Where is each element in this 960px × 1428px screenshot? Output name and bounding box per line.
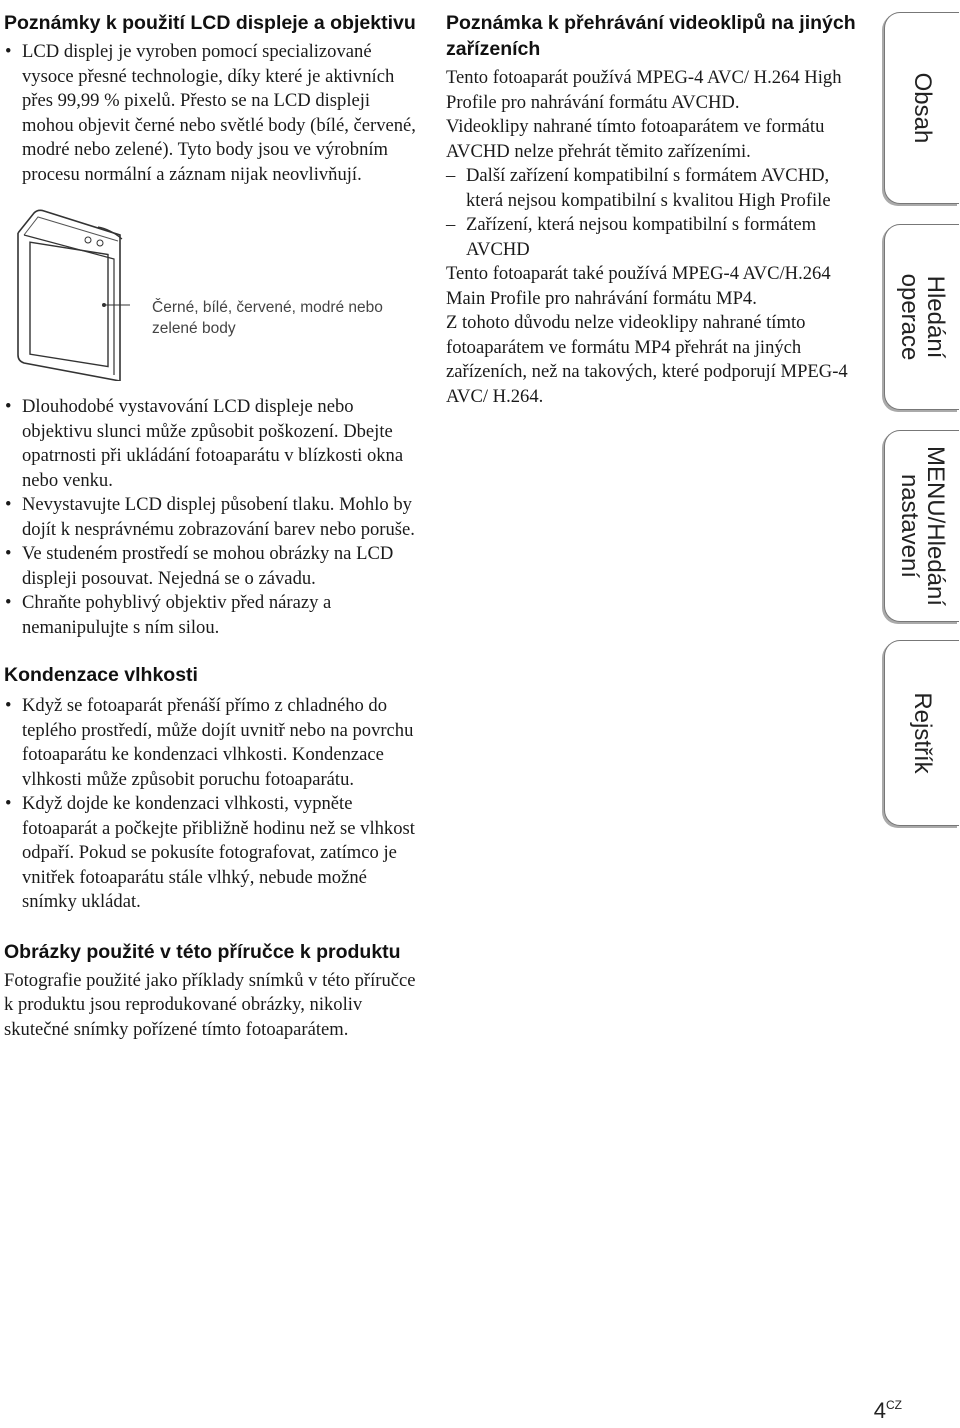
lcd-figure <box>4 205 416 381</box>
images-paragraph: Fotografie použité jako příklady snímků v této příručce k produktu jsou reprodukované obrázky, nikoliv skutečné snímky pořízené tímto fotoaparátem. <box>4 969 416 1040</box>
list-item: – Další zařízení kompatibilní s formátem AVCHD, která nejsou kompatibilní s kvalitou High Profile <box>446 164 866 213</box>
list-item: • Ve studeném prostředí se mohou obrázky na LCD displeji posouvat. Nejedná se o závadu. <box>4 542 416 591</box>
tab-hledani-operace[interactable] <box>884 224 959 410</box>
playback-paragraph-3: Tento fotoaparát také používá MPEG-4 AVC/H.264 Main Profile pro nahrávání formátu MP4. <box>446 263 831 309</box>
playback-heading: Poznámka k přehrávání videoklipů na jiných zařízeních <box>446 12 856 60</box>
middle-column <box>446 0 866 409</box>
tab-obsah-label: Obsah <box>909 72 936 144</box>
list-item: • Když se fotoaparát přenáší přímo z chladného do teplého prostředí, může dojít uvnitř nebo na povrchu fotoaparátu ke kondenzaci vlhkosti. Kondenzace vlhkosti může způsobit poruchu fotoaparátu. <box>4 694 416 792</box>
list-item: • Dlouhodobé vystavování LCD displeje nebo objektivu slunci může způsobit poškození. Dbejte opatrnosti při ukládání fotoaparátu v blízkosti okna nebo venku. <box>4 395 416 493</box>
lcd-notes-list <box>4 40 416 187</box>
condensation-heading: Kondenzace vlhkosti <box>4 664 198 686</box>
incompatible-devices-list <box>446 164 866 262</box>
tab-rejstrik-label: Rejstřík <box>909 692 936 774</box>
tab-menu-hledani-nastaveni-label: MENU/Hledání nastavení <box>896 445 949 607</box>
left-column <box>4 0 416 1042</box>
page-number: $4^{CZ}$ <box>873 1398 902 1423</box>
tab-obsah[interactable] <box>884 12 959 204</box>
lcd-notes-list-more <box>4 395 416 640</box>
list-item: • Když dojde ke kondenzaci vlhkosti, vypněte fotoaparát a počkejte přibližně hodinu než se vlhkost odpaří. Pokud se pokusíte fotografovat, zatímco je vnitřek fotoaparátu stále vlhký, nebude možné snímky ukládat. <box>4 792 416 915</box>
list-item: • LCD displej je vyroben pomocí specializované vysoce přesné technologie, díky které je aktivních přes 99,99 % pixelů. Přesto se na LCD displeji mohou objevit černé nebo světlé body (bílé, červené, modré nebo zelené). Tyto body jsou ve výrobním procesu normální a záznam nijak neovlivňují. <box>4 40 416 187</box>
playback-paragraph-1: Tento fotoaparát používá MPEG-4 AVC/ H.264 High Profile pro nahrávání formátu AVCHD. <box>446 67 842 113</box>
list-item: – Zařízení, která nejsou kompatibilní s formátem AVCHD <box>446 213 866 262</box>
tab-menu-hledani-nastaveni[interactable] <box>884 430 959 622</box>
camera-lcd-illustration <box>10 205 130 381</box>
playback-paragraph-2: Videoklipy nahrané tímto fotoaparátem ve formátu AVCHD nelze přehrát těmito zařízeními. <box>446 116 825 162</box>
figure-callout: Černé, bílé, červené, modré nebo zelené body <box>152 299 383 337</box>
list-item: • Nevystavujte LCD displej působení tlaku. Mohlo by dojít k nesprávnému zobrazování barev nebo poruše. <box>4 493 416 542</box>
playback-paragraph-4: Z tohoto důvodu nelze videoklipy nahrané tímto fotoaparátem ve formátu MP4 přehrát na jiných zařízeních, než na takových, které podporují MPEG-4 AVC/ H.264. <box>446 312 848 407</box>
tab-rejstrik[interactable] <box>884 640 959 826</box>
images-heading: Obrázky použité v této příručce k produktu <box>4 940 401 963</box>
lcd-notes-heading: Poznámky k použití LCD displeje a objektivu <box>4 12 416 34</box>
list-item: • Chraňte pohyblivý objektiv před nárazy a nemanipulujte s ním silou. <box>4 591 416 640</box>
condensation-list <box>4 694 416 915</box>
tab-hledani-operace-label: Hledání operace <box>896 273 949 361</box>
